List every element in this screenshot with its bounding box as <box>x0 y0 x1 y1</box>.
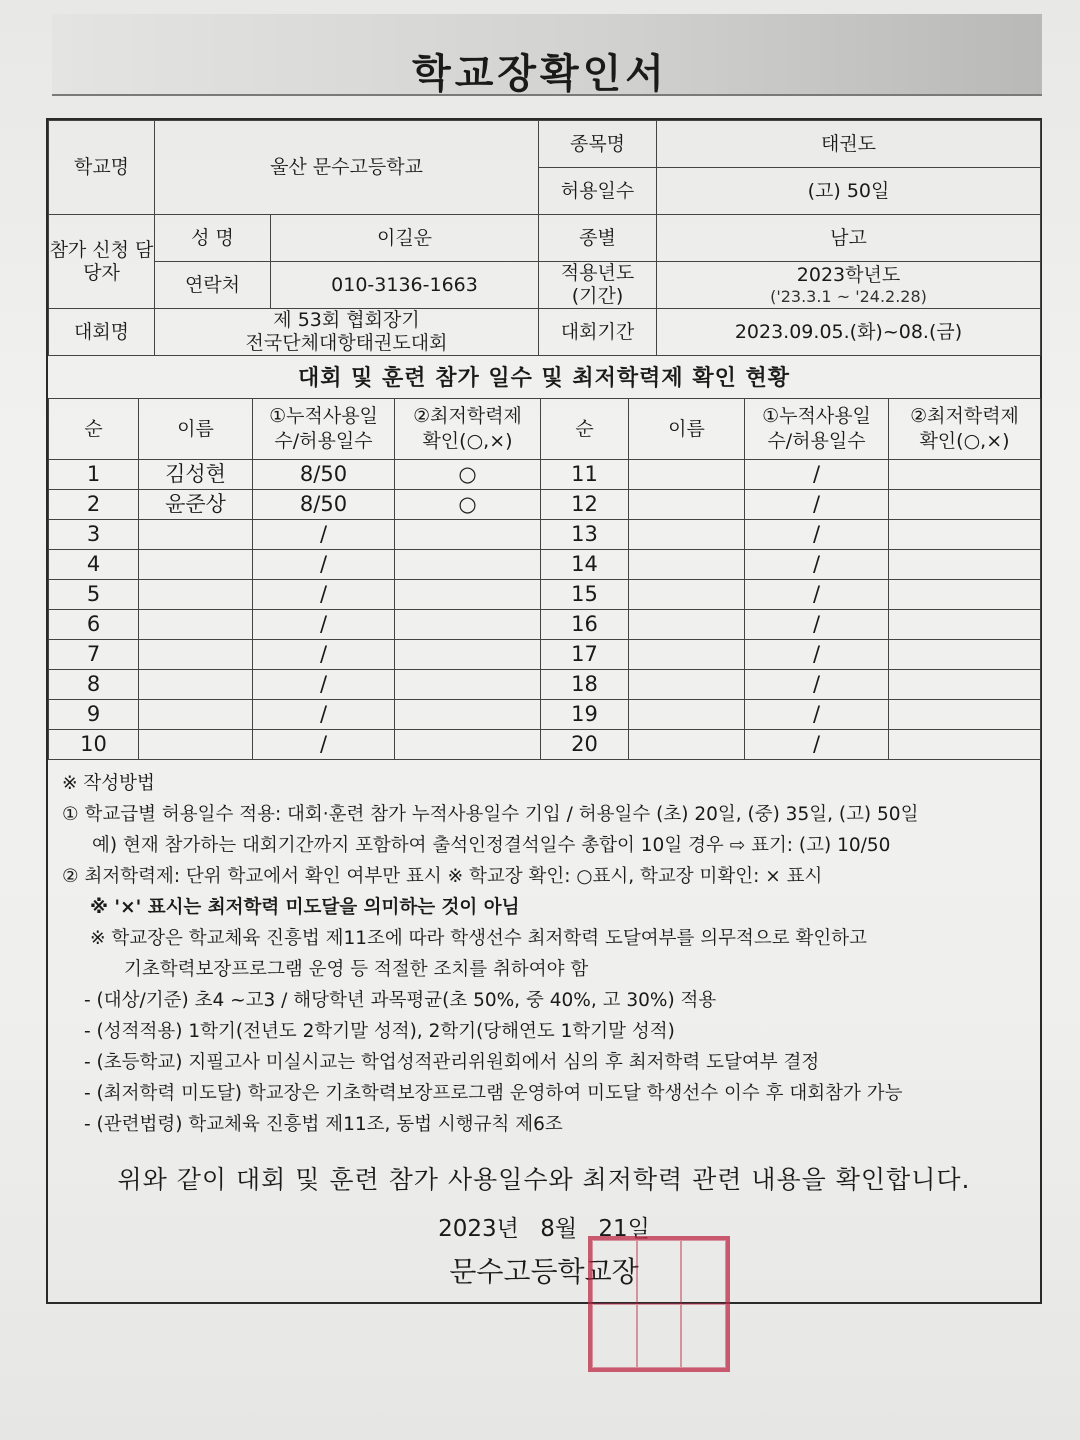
status-table <box>48 398 1041 760</box>
row-name <box>629 550 745 580</box>
detail-4: - (최저학력 미도달) 학교장은 기초학력보장프로그램 운영하여 미도달 학생선수 이수 후 대회참가 가능 <box>84 1083 903 1104</box>
name-value: 이길운 <box>271 215 539 262</box>
table-row <box>49 490 1041 520</box>
year-value: 2023학년도 <box>796 264 901 286</box>
period-label: 대회기간 <box>539 309 657 356</box>
row-name <box>139 550 253 580</box>
table-row <box>49 580 1041 610</box>
row-no: 3 <box>49 520 139 550</box>
row-check <box>395 730 541 760</box>
row-no: 13 <box>541 520 629 550</box>
official-seal-icon <box>588 1236 730 1372</box>
signer-title: 문수고등학교장 <box>449 1255 639 1288</box>
row-days: / <box>253 580 395 610</box>
row-no: 18 <box>541 670 629 700</box>
row-days: / <box>745 700 889 730</box>
row-check <box>889 700 1041 730</box>
row-name <box>629 580 745 610</box>
row-no: 2 <box>49 490 139 520</box>
row-check <box>395 670 541 700</box>
table-row <box>49 610 1041 640</box>
header-no: 순 <box>49 399 139 460</box>
row-check <box>889 730 1041 760</box>
row-days: / <box>253 520 395 550</box>
note-2-b: ※ 학교장은 학교체육 진흥법 제11조에 따라 학생선수 최저학력 도달여부를 의무적으로 확인하고 <box>90 928 867 949</box>
note-2-a: ※ '×' 표시는 최저학력 미도달을 의미하는 것이 아님 <box>90 897 520 918</box>
header-check-right-line2: 확인(○,×) <box>919 430 1010 452</box>
row-no: 8 <box>49 670 139 700</box>
row-days: / <box>745 640 889 670</box>
header-check-line1: ②최저학력제 <box>413 405 522 428</box>
row-days: / <box>253 730 395 760</box>
header-name: 이름 <box>139 399 253 460</box>
event-label: 종목명 <box>539 121 657 168</box>
table-row <box>49 520 1041 550</box>
header-days-right-line1: ①누적사용일 <box>762 405 871 428</box>
row-name <box>139 670 253 700</box>
row-days: / <box>745 610 889 640</box>
row-check: ○ <box>395 460 541 490</box>
row-name <box>629 610 745 640</box>
row-check <box>889 490 1041 520</box>
row-check <box>889 460 1041 490</box>
table-row <box>49 460 1041 490</box>
allowed-label: 허용일수 <box>539 168 657 215</box>
row-days: / <box>253 700 395 730</box>
instructions <box>62 768 1042 1140</box>
table-row <box>49 640 1041 670</box>
detail-5: - (관련법령) 학교체육 진흥법 제11조, 동법 시행규칙 제6조 <box>84 1114 563 1135</box>
name-label: 성 명 <box>155 215 271 262</box>
competition-label: 대회명 <box>49 309 155 356</box>
row-name <box>139 640 253 670</box>
row-days: / <box>253 670 395 700</box>
confirmation-statement: 위와 같이 대회 및 훈련 참가 사용일수와 최저학력 관련 내용을 확인합니다. <box>117 1165 971 1194</box>
row-name <box>629 490 745 520</box>
applicant-label: 참가 신청 담당자 <box>49 215 155 309</box>
row-no: 12 <box>541 490 629 520</box>
competition-value-cell <box>155 309 539 356</box>
document-title: 학교장확인서 <box>412 51 668 97</box>
row-name <box>629 730 745 760</box>
row-no: 9 <box>49 700 139 730</box>
header-no-right: 순 <box>541 399 629 460</box>
row-days: 8/50 <box>253 490 395 520</box>
division-value: 남고 <box>657 215 1041 262</box>
row-days: / <box>745 730 889 760</box>
row-name <box>139 700 253 730</box>
year-label-period: (기간) <box>571 285 624 307</box>
row-no: 10 <box>49 730 139 760</box>
row-no: 5 <box>49 580 139 610</box>
header-days-line1: ①누적사용일 <box>269 405 378 428</box>
row-name <box>139 520 253 550</box>
row-days: / <box>253 550 395 580</box>
row-days: / <box>253 640 395 670</box>
table-row <box>49 730 1041 760</box>
table-row <box>49 670 1041 700</box>
note-1-example: 예) 현재 참가하는 대회기간까지 포함하여 출석인정결석일수 총합이 10일 경우 ⇨ 표기: (고) 10/50 <box>92 835 891 856</box>
row-check <box>889 610 1041 640</box>
year-period: ('23.3.1 ~ '24.2.28) <box>770 286 927 306</box>
row-no: 11 <box>541 460 629 490</box>
row-check <box>395 610 541 640</box>
row-name <box>139 730 253 760</box>
period-value: 2023.09.05.(화)~08.(금) <box>657 309 1041 356</box>
detail-1: - (대상/기준) 초4 ~고3 / 해당학년 과목평균(초 50%, 중 40%, 고 30%) 적용 <box>84 990 717 1011</box>
row-name <box>629 460 745 490</box>
detail-3: - (초등학교) 지필고사 미실시교는 학업성적관리위원회에서 심의 후 최저학력 도달여부 결정 <box>84 1052 820 1073</box>
year-label-cell <box>539 262 657 309</box>
row-days: / <box>745 550 889 580</box>
detail-2: - (성적적용) 1학기(전년도 2학기말 성적), 2학기(당해연도 1학기말 성적) <box>84 1021 675 1042</box>
row-check: ○ <box>395 490 541 520</box>
header-days <box>253 399 395 460</box>
school-label: 학교명 <box>49 121 155 215</box>
row-name: 김성현 <box>139 460 253 490</box>
note-1: ① 학교급별 허용일수 적용: 대회·훈련 참가 누적사용일수 기입 / 허용일수 (초) 20일, (중) 35일, (고) 50일 <box>62 804 919 825</box>
row-days: / <box>745 580 889 610</box>
division-label: 종별 <box>539 215 657 262</box>
row-days: / <box>745 460 889 490</box>
row-name <box>629 700 745 730</box>
competition-line1: 제 53회 협회장기 <box>273 309 420 332</box>
header-check-right <box>889 399 1041 460</box>
school-value: 울산 문수고등학교 <box>155 121 539 215</box>
row-name: 윤준상 <box>139 490 253 520</box>
row-check <box>395 520 541 550</box>
row-no: 17 <box>541 640 629 670</box>
row-check <box>889 550 1041 580</box>
header-check <box>395 399 541 460</box>
row-no: 19 <box>541 700 629 730</box>
header-days-right-line2: 수/허용일수 <box>767 430 866 452</box>
row-no: 16 <box>541 610 629 640</box>
form-frame <box>46 118 1042 1304</box>
row-no: 14 <box>541 550 629 580</box>
note-2-b-cont: 기초학력보장프로그램 운영 등 적절한 조치를 취하여야 함 <box>124 959 589 980</box>
row-no: 15 <box>541 580 629 610</box>
header-days-line2: 수/허용일수 <box>274 430 373 452</box>
header-name-right: 이름 <box>629 399 745 460</box>
row-check <box>889 670 1041 700</box>
contact-label: 연락처 <box>155 262 271 309</box>
row-check <box>395 640 541 670</box>
note-2: ② 최저학력제: 단위 학교에서 확인 여부만 표시 ※ 학교장 확인: ○표시, 학교장 미확인: × 표시 <box>62 866 823 887</box>
header-days-right <box>745 399 889 460</box>
row-name <box>629 640 745 670</box>
table-row <box>49 550 1041 580</box>
row-days: 8/50 <box>253 460 395 490</box>
issue-date: 2023년 8월 21일 <box>438 1216 650 1242</box>
allowed-value: (고) 50일 <box>657 168 1041 215</box>
row-no: 4 <box>49 550 139 580</box>
row-check <box>889 640 1041 670</box>
row-no: 7 <box>49 640 139 670</box>
row-no: 20 <box>541 730 629 760</box>
row-name <box>139 580 253 610</box>
contact-value: 010-3136-1663 <box>271 262 539 309</box>
row-check <box>889 520 1041 550</box>
event-value: 태권도 <box>657 121 1041 168</box>
header-check-right-line1: ②최저학력제 <box>910 405 1019 428</box>
row-days: / <box>745 520 889 550</box>
row-name <box>629 670 745 700</box>
row-check <box>395 580 541 610</box>
competition-line2: 전국단체대항태권도대회 <box>245 332 448 354</box>
row-name <box>139 610 253 640</box>
notes-heading: ※ 작성방법 <box>62 773 155 794</box>
row-no: 1 <box>49 460 139 490</box>
row-no: 6 <box>49 610 139 640</box>
header-check-line2: 확인(○,×) <box>422 430 513 452</box>
row-days: / <box>253 610 395 640</box>
row-check <box>395 550 541 580</box>
row-check <box>395 700 541 730</box>
year-value-cell <box>657 262 1041 309</box>
row-check <box>889 580 1041 610</box>
table-row <box>49 700 1041 730</box>
row-name <box>629 520 745 550</box>
info-table <box>48 120 1041 356</box>
row-days: / <box>745 490 889 520</box>
row-days: / <box>745 670 889 700</box>
status-title: 대회 및 훈련 참가 일수 및 최저학력제 확인 현황 <box>48 360 1040 399</box>
year-label: 적용년도 <box>560 262 635 285</box>
